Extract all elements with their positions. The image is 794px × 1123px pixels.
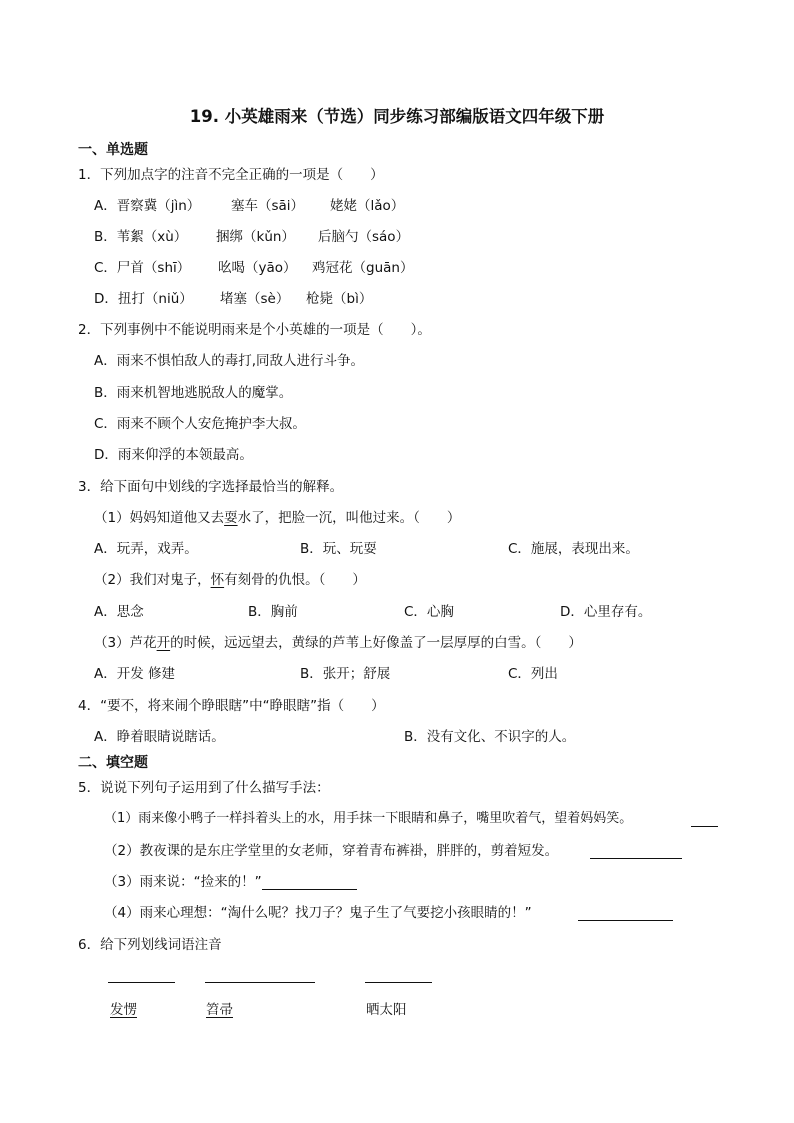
question-1-stem: 1．下列加点字的注音不完全正确的一项是（ ） xyxy=(78,167,384,183)
q3-sub2-sentence: （2）我们对鬼子，怀有刻骨的仇恨。（ ） xyxy=(94,572,366,588)
q3-sub1-option-a: A．玩弄，戏弄。 xyxy=(94,541,198,557)
underlined-char: 耍 xyxy=(224,510,238,526)
q3-sub2-option-c: C．心胸 xyxy=(404,604,454,620)
q6-pinyin-blank-1[interactable] xyxy=(108,982,175,983)
q3-sub2-option-b: B．胸前 xyxy=(248,604,298,620)
q1-option-a-3: 姥姥（lǎo） xyxy=(330,198,405,214)
q3-sub3-option-b: B．张开；舒展 xyxy=(300,666,391,682)
q5-item-3-answer-blank[interactable] xyxy=(262,889,357,890)
question-3-stem: 3．给下面句中划线的字选择最恰当的解释。 xyxy=(78,479,344,495)
q5-item-2: （2）教夜课的是东庄学堂里的女老师，穿着青布裤褂，胖胖的，剪着短发。 xyxy=(104,843,559,859)
question-5-stem: 5．说说下列句子运用到了什么描写手法： xyxy=(78,780,330,796)
q1-option-b-3: 后脑勺（sáo） xyxy=(318,229,410,245)
underlined-char: 开 xyxy=(156,635,171,651)
q3-sub1-option-c: C．施展，表现出来。 xyxy=(508,541,639,557)
q1-option-c-3: 鸡冠花（guān） xyxy=(312,260,414,276)
q3-sub2-option-d: D．心里存有。 xyxy=(560,604,652,620)
q4-option-b: B．没有文化、不识字的人。 xyxy=(404,729,576,745)
q1-option-a-2: 塞车（sāi） xyxy=(231,198,305,214)
q6-word-2: 笤帚 xyxy=(206,1002,233,1018)
q5-item-4-answer-blank[interactable] xyxy=(578,920,673,921)
question-2-stem: 2．下列事例中不能说明雨来是个小英雄的一项是（ ）。 xyxy=(78,322,431,338)
q2-option-c: C．雨来不顾个人安危掩护李大叔。 xyxy=(94,416,306,432)
q6-pinyin-blank-2[interactable] xyxy=(205,982,315,983)
question-4-stem: 4．“要不，将来闹个睁眼瞎”中“睁眼瞎”指（ ） xyxy=(78,698,385,714)
q1-option-b-2: 捆绑（kǔn） xyxy=(216,229,295,245)
q5-item-1-answer-blank[interactable] xyxy=(691,826,718,827)
q1-option-d-2: 堵塞（sè） xyxy=(220,291,290,307)
q1-option-c-1: C．尸首（shī） xyxy=(94,260,191,276)
q2-option-a: A．雨来不惧怕敌人的毒打,同敌人进行斗争。 xyxy=(94,353,365,369)
q6-word-3: 晒太阳 xyxy=(366,1002,407,1018)
page-title: 19. 小英雄雨来（节选）同步练习部编版语文四年级下册 xyxy=(189,107,605,126)
section-heading-fill-in: 二、填空题 xyxy=(78,755,148,771)
q2-option-b: B．雨来机智地逃脱敌人的魔掌。 xyxy=(94,385,293,401)
q5-item-1: （1）雨来像小鸭子一样抖着头上的水，用手抹一下眼睛和鼻子，嘴里吹着气，望着妈妈笑。 xyxy=(104,811,633,826)
q4-option-a: A．睁着眼睛说瞎话。 xyxy=(94,729,225,745)
q3-sub1-sentence: （1）妈妈知道他又去耍水了，把脸一沉，叫他过来。（ ） xyxy=(94,510,461,526)
q1-option-c-2: 吆喝（yāo） xyxy=(218,260,297,276)
q1-option-d-3: 枪毙（bì） xyxy=(306,291,373,307)
q5-item-2-answer-blank[interactable] xyxy=(590,858,682,859)
q5-item-3: （3）雨来说：“捡来的！” xyxy=(104,874,262,890)
q3-sub3-option-a: A．开发 修建 xyxy=(94,666,176,682)
q1-option-d-1: D．扭打（niǔ） xyxy=(94,291,193,307)
underlined-char: 怀 xyxy=(210,572,225,588)
q3-sub1-option-b: B．玩、玩耍 xyxy=(300,541,377,557)
q3-sub2-option-a: A．思念 xyxy=(94,604,144,620)
question-6-stem: 6．给下列划线词语注音 xyxy=(78,937,222,953)
q5-item-4: （4）雨来心理想：“淘什么呢？找刀子？鬼子生了气要挖小孩眼睛的！” xyxy=(104,905,532,921)
q3-sub3-option-c: C．列出 xyxy=(508,666,558,682)
q1-option-a-1: A．晋察冀（jìn） xyxy=(94,198,201,214)
q6-pinyin-blank-3[interactable] xyxy=(365,982,432,983)
q3-sub3-sentence: （3）芦花开的时候，远远望去，黄绿的芦苇上好像盖了一层厚厚的白雪。（ ） xyxy=(94,635,582,651)
q1-option-b-1: B．苇絮（xù） xyxy=(94,229,188,245)
section-heading-single-choice: 一、单选题 xyxy=(78,142,148,158)
q6-word-1: 发愣 xyxy=(110,1002,137,1018)
q2-option-d: D．雨来仰浮的本领最高。 xyxy=(94,447,253,463)
